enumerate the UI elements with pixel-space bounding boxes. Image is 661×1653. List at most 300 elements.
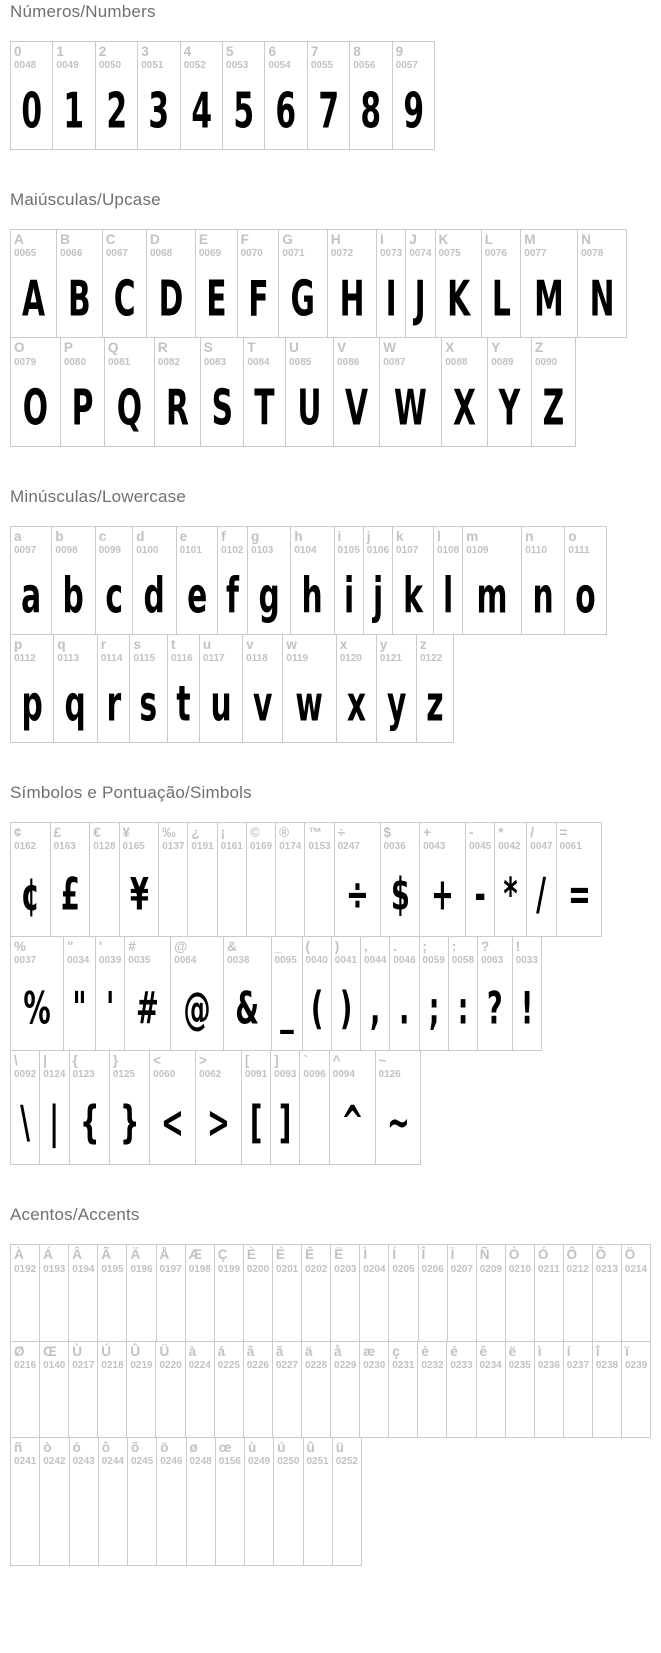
cell-char-code: 0058	[451, 955, 475, 967]
cell-glyph: p	[21, 675, 43, 733]
char-cell	[159, 823, 188, 936]
char-cell	[216, 1438, 245, 1565]
cell-char-label: a	[14, 528, 22, 544]
cell-char-label: ¥	[122, 824, 131, 840]
cell-char-code: 0075	[438, 248, 461, 260]
cell-char-label: T	[247, 340, 256, 356]
cell-char-code: 0053	[226, 60, 249, 72]
cell-glyph	[104, 1276, 121, 1341]
cell-glyph	[482, 1276, 499, 1341]
cell-head	[350, 42, 391, 73]
cell-glyph: T	[254, 378, 275, 437]
cell-char-code: 0083	[203, 356, 227, 368]
cell-head	[532, 338, 575, 369]
cell-head	[622, 1245, 650, 1276]
cell-head	[196, 1051, 241, 1082]
cell-glyph: 8	[360, 82, 382, 140]
cell-glyph: V	[345, 378, 369, 437]
cell-head	[147, 230, 195, 261]
cell-char-code: 0036	[383, 841, 406, 853]
char-cell	[418, 1342, 447, 1437]
cell-glyph: #	[136, 982, 160, 1035]
cell-glyph	[569, 1372, 586, 1437]
cell-char-label: ì	[537, 1343, 542, 1359]
cell-char-code: 0112	[14, 652, 36, 664]
cell-head	[218, 823, 246, 854]
char-cell	[291, 527, 334, 634]
cell-char-code: 0057	[395, 60, 418, 72]
cell-char-code: 0038	[227, 955, 250, 967]
cell-head	[578, 230, 626, 261]
cell-char-code: 0197	[159, 1263, 182, 1275]
char-cell	[376, 1051, 421, 1164]
cell-char-label: Å	[159, 1247, 170, 1263]
cell-head	[361, 937, 389, 968]
cell-head	[51, 823, 90, 854]
cell-glyph: ~	[386, 1096, 410, 1149]
cell-char-code: 0169	[249, 841, 273, 853]
char-cell	[393, 527, 434, 634]
cell-char-code: 0199	[217, 1263, 241, 1275]
cell-char-code: 0124	[43, 1069, 66, 1081]
cell-char-label: i	[337, 528, 342, 544]
char-cell	[57, 230, 103, 337]
cell-char-label: *	[498, 824, 504, 840]
char-cell	[279, 230, 327, 337]
cell-char-label: f	[221, 528, 226, 544]
char-cell	[187, 1438, 216, 1565]
cell-char-code: 0047	[530, 841, 553, 853]
char-cell	[273, 1342, 302, 1437]
cell-head	[128, 1438, 156, 1469]
cell-char-code: 0049	[56, 60, 79, 72]
cell-head	[53, 42, 94, 73]
cell-char-code: 0114	[100, 652, 123, 664]
cell-head	[291, 527, 333, 558]
cell-char-label: C	[105, 232, 116, 248]
cell-char-label: $	[383, 824, 392, 840]
char-cell	[98, 1245, 127, 1340]
cell-glyph	[395, 1276, 412, 1341]
cell-glyph: {	[79, 1096, 99, 1149]
char-cell	[506, 1245, 535, 1340]
cell-glyph: M	[534, 270, 564, 328]
cell-char-code: 0080	[63, 356, 87, 368]
cell-char-label: =	[559, 824, 568, 840]
cell-head	[564, 1342, 592, 1373]
cell-char-label: Î	[421, 1247, 426, 1263]
cell-head	[274, 1438, 302, 1469]
char-cell	[186, 1245, 215, 1340]
cell-head	[90, 823, 118, 854]
cell-head	[99, 1438, 127, 1469]
char-cell	[557, 823, 602, 936]
cell-char-code: 0241	[14, 1455, 37, 1467]
cell-char-code: 0206	[421, 1263, 444, 1275]
cell-char-code: 0110	[525, 544, 547, 556]
char-cell	[125, 937, 171, 1050]
cell-head	[11, 1438, 39, 1469]
cell-head	[238, 230, 279, 261]
cell-head	[11, 1245, 39, 1276]
char-cell	[272, 937, 303, 1050]
cell-char-code: 0045	[469, 841, 492, 853]
cell-glyph	[307, 1372, 324, 1437]
char-cell	[69, 1342, 98, 1437]
cell-head	[521, 230, 577, 261]
cell-char-label: >	[199, 1053, 207, 1069]
char-row	[10, 1341, 651, 1438]
cell-glyph	[453, 1276, 470, 1341]
cell-char-label: |	[43, 1053, 48, 1069]
cell-glyph: ^	[340, 1096, 364, 1149]
cell-char-code: 0205	[392, 1263, 415, 1275]
cell-head	[40, 1051, 68, 1082]
char-cell	[96, 527, 133, 634]
char-cell	[389, 1245, 418, 1340]
cell-char-label: €	[93, 824, 101, 840]
cell-head	[377, 230, 405, 261]
cell-char-label: Í	[392, 1247, 397, 1263]
cell-head	[242, 1051, 270, 1082]
cell-char-label: Û	[130, 1343, 141, 1359]
cell-head	[196, 230, 237, 261]
cell-char-label: D	[149, 232, 160, 248]
cell-glyph	[307, 1276, 324, 1341]
char-cell	[449, 937, 478, 1050]
cell-glyph: y	[386, 675, 407, 733]
cell-char-code: 0242	[43, 1455, 66, 1467]
cell-glyph: &	[235, 982, 260, 1035]
char-cell	[103, 230, 147, 337]
cell-char-code: 0116	[170, 652, 193, 664]
cell-head	[11, 823, 50, 854]
cell-glyph	[191, 1372, 208, 1437]
char-row	[10, 822, 602, 937]
cell-char-label: ~	[378, 1053, 387, 1069]
cell-head	[419, 1245, 447, 1276]
cell-char-label: :	[451, 939, 457, 955]
cell-head	[159, 823, 187, 854]
cell-head	[57, 230, 102, 261]
cell-head	[466, 823, 494, 854]
cell-glyph: !	[520, 982, 533, 1035]
cell-char-code: 0230	[363, 1359, 386, 1371]
cell-glyph: /	[536, 868, 547, 921]
cell-char-code: 0089	[491, 356, 514, 368]
char-cell	[238, 230, 280, 337]
cell-char-code: 0050	[98, 60, 122, 72]
cell-char-code: 0106	[366, 544, 390, 556]
cell-glyph: c	[105, 567, 123, 625]
cell-head	[272, 937, 302, 968]
cell-char-code: 0214	[624, 1263, 648, 1275]
cell-head	[64, 937, 95, 968]
cell-glyph: £	[60, 868, 80, 921]
char-cell	[157, 1245, 186, 1340]
cell-glyph	[424, 1372, 441, 1437]
cell-glyph	[250, 1468, 268, 1566]
char-cell	[304, 1438, 333, 1565]
cell-glyph: "	[72, 982, 87, 1035]
cell-char-code: 0219	[130, 1359, 153, 1371]
cell-char-code: 0094	[332, 1069, 355, 1081]
cell-char-code: 0046	[393, 955, 416, 967]
cell-char-code: 0200	[246, 1263, 270, 1275]
cell-char-code: 0235	[508, 1359, 531, 1371]
cell-glyph: W	[394, 378, 428, 437]
cell-head	[447, 1342, 475, 1373]
cell-glyph: m	[476, 567, 508, 625]
cell-char-code: 0070	[240, 248, 263, 260]
cell-char-label: x	[339, 636, 348, 652]
cell-char-code: 0054	[268, 60, 291, 72]
char-cell	[40, 1438, 69, 1565]
section-accents	[10, 1205, 651, 1566]
cell-glyph: ;	[428, 982, 440, 1035]
cell-head	[622, 1342, 650, 1373]
cell-head	[271, 1051, 299, 1082]
cell-glyph: -	[474, 868, 486, 921]
cell-char-label: k	[396, 528, 404, 544]
cell-char-label: ,	[364, 939, 368, 955]
cell-char-label: ó	[72, 1439, 81, 1455]
char-row	[10, 1050, 421, 1165]
cell-glyph: B	[68, 270, 91, 328]
cell-char-label: 6	[268, 44, 276, 59]
cell-char-label: p	[14, 636, 23, 652]
char-cell	[578, 230, 626, 337]
char-cell	[527, 823, 556, 936]
char-cell	[380, 338, 442, 445]
cell-head	[442, 338, 487, 369]
cell-glyph	[281, 853, 299, 937]
cell-glyph	[133, 1468, 151, 1566]
cell-char-code: 0065	[14, 248, 37, 260]
cell-head	[150, 1051, 195, 1082]
cell-char-code: 0211	[537, 1263, 560, 1275]
cell-head	[335, 823, 380, 854]
cell-glyph	[569, 1276, 586, 1341]
cell-char-label: F	[240, 232, 249, 248]
cell-glyph: N	[589, 270, 615, 328]
cell-glyph	[16, 1372, 33, 1437]
char-cell	[99, 1438, 128, 1565]
cell-glyph	[395, 1372, 412, 1437]
cell-head	[218, 527, 247, 558]
char-cell	[54, 635, 97, 742]
cell-char-label: Q	[108, 340, 119, 356]
char-row	[10, 1244, 651, 1341]
cell-char-code: 0096	[303, 1069, 326, 1081]
cell-char-label: S	[203, 340, 213, 356]
cell-head	[302, 1245, 330, 1276]
cell-char-label: ^	[332, 1053, 341, 1069]
cell-char-label: y	[379, 636, 388, 652]
char-cell	[390, 937, 419, 1050]
cell-glyph	[191, 1276, 208, 1341]
cell-glyph: >	[207, 1096, 230, 1149]
cell-glyph	[598, 1276, 615, 1341]
cell-char-code: 0225	[217, 1359, 240, 1371]
cell-glyph: O	[22, 378, 49, 437]
cell-char-label: B	[60, 232, 70, 248]
cell-glyph: *	[503, 868, 518, 921]
cell-head	[105, 338, 154, 369]
cell-char-code: 0072	[330, 248, 354, 260]
cell-glyph	[192, 1468, 210, 1566]
cell-char-code: 0239	[624, 1359, 648, 1371]
char-cell	[188, 823, 217, 936]
cell-glyph: a	[21, 567, 42, 625]
cell-head	[286, 338, 333, 369]
cell-char-code: 0252	[335, 1455, 358, 1467]
cell-head	[389, 1245, 417, 1276]
cell-char-label: Ø	[14, 1343, 25, 1359]
cell-char-code: 0098	[55, 544, 78, 556]
cell-char-label: è	[421, 1343, 429, 1359]
cell-char-code: 0196	[130, 1263, 153, 1275]
cell-glyph: e	[186, 567, 207, 625]
char-cell	[286, 338, 334, 445]
cell-glyph: b	[62, 567, 85, 625]
cell-head	[98, 1342, 126, 1373]
char-cell	[53, 42, 95, 149]
cell-char-code: 0121	[379, 652, 402, 664]
cell-head	[245, 1438, 273, 1469]
cell-head	[283, 635, 335, 666]
cell-head	[11, 1051, 39, 1082]
cell-head	[96, 42, 137, 73]
cell-head	[482, 230, 521, 261]
char-cell	[244, 1342, 273, 1437]
cell-glyph	[194, 853, 212, 937]
cell-char-code: 0126	[378, 1069, 401, 1081]
cell-head	[418, 1342, 446, 1373]
cell-char-label: Ä	[130, 1247, 141, 1263]
cell-char-label: 3	[141, 44, 149, 59]
cell-char-label: }	[112, 1053, 119, 1069]
cell-char-label: I	[380, 232, 384, 248]
cell-char-code: 0093	[274, 1069, 297, 1081]
cell-char-label: &	[227, 939, 237, 955]
sections-root	[10, 2, 651, 1566]
cell-char-code: 0101	[179, 544, 202, 556]
char-cell	[127, 1342, 156, 1437]
cell-head	[120, 823, 159, 854]
cell-head	[52, 527, 94, 558]
char-cell	[308, 42, 350, 149]
cell-char-code: 0227	[275, 1359, 299, 1371]
char-cell	[417, 635, 453, 742]
cell-glyph: |	[49, 1096, 60, 1149]
cell-glyph: S	[211, 378, 233, 437]
cell-char-code: 0198	[188, 1263, 211, 1275]
cell-head	[244, 338, 285, 369]
cell-char-code: 0042	[498, 841, 521, 853]
cell-glyph	[104, 1372, 121, 1437]
char-row	[10, 936, 542, 1051]
cell-char-code: 0233	[450, 1359, 473, 1371]
char-cell	[364, 527, 393, 634]
cell-char-label: n	[525, 528, 534, 544]
cell-char-label: R	[157, 340, 168, 356]
char-cell	[196, 230, 238, 337]
cell-glyph: )	[339, 982, 353, 1035]
cell-char-label: X	[445, 340, 455, 356]
section-title-numbers: Números/Numbers	[10, 2, 156, 21]
cell-head	[477, 1342, 505, 1373]
cell-char-label: P	[63, 340, 73, 356]
char-cell	[276, 823, 305, 936]
cell-glyph: 3	[148, 82, 170, 140]
cell-char-code: 0039	[99, 955, 122, 967]
cell-char-code: 0118	[246, 652, 268, 664]
cell-char-code: 0102	[221, 544, 244, 556]
cell-head	[244, 1342, 272, 1373]
cell-head	[417, 635, 453, 666]
cell-char-label: M	[524, 232, 536, 248]
cell-head	[376, 1051, 421, 1082]
cell-glyph: ,	[369, 982, 381, 1035]
cell-head	[478, 937, 512, 968]
cell-char-label: `	[303, 1053, 308, 1069]
cell-char-label: ú	[277, 1439, 286, 1455]
cell-char-label: /	[530, 824, 535, 840]
cell-char-label: j	[366, 528, 371, 544]
cell-head	[377, 635, 416, 666]
cell-head	[103, 230, 146, 261]
cell-char-code: 0174	[279, 841, 302, 853]
cell-char-code: 0055	[310, 60, 334, 72]
section-title-accents: Acentos/Accents	[10, 1205, 140, 1225]
cell-head	[380, 338, 441, 369]
cell-glyph: 6	[275, 82, 297, 140]
cell-glyph: @	[183, 982, 211, 1035]
cell-char-label: ä	[304, 1343, 313, 1359]
cell-char-label: 4	[183, 44, 192, 59]
char-cell	[224, 937, 271, 1050]
cell-glyph	[306, 1082, 324, 1166]
char-cell	[420, 823, 466, 936]
cell-char-code: 0069	[198, 248, 222, 260]
cell-glyph: I	[385, 270, 397, 328]
cell-char-code: 0060	[153, 1069, 176, 1081]
char-cell	[303, 937, 332, 1050]
cell-head	[328, 230, 376, 261]
char-cell	[513, 937, 541, 1050]
cell-char-code: 0229	[334, 1359, 357, 1371]
cell-char-code: 0137	[162, 841, 185, 853]
char-cell	[271, 1051, 300, 1164]
char-cell	[447, 1342, 476, 1437]
cell-char-label: Ô	[566, 1247, 578, 1263]
cell-char-label: b	[55, 528, 64, 544]
cell-glyph	[482, 1372, 499, 1437]
cell-glyph: _	[279, 982, 294, 1035]
cell-char-label: à	[188, 1343, 197, 1359]
cell-glyph	[162, 1372, 179, 1437]
cell-glyph: n	[532, 567, 554, 625]
cell-char-label: <	[153, 1053, 162, 1069]
cell-glyph	[75, 1372, 92, 1437]
cell-char-label: E	[198, 232, 208, 248]
cell-char-label: £	[53, 824, 62, 840]
cell-head	[449, 937, 477, 968]
char-cell	[436, 230, 482, 337]
cell-char-label: ø	[189, 1439, 198, 1455]
cell-char-label: É	[275, 1247, 285, 1263]
